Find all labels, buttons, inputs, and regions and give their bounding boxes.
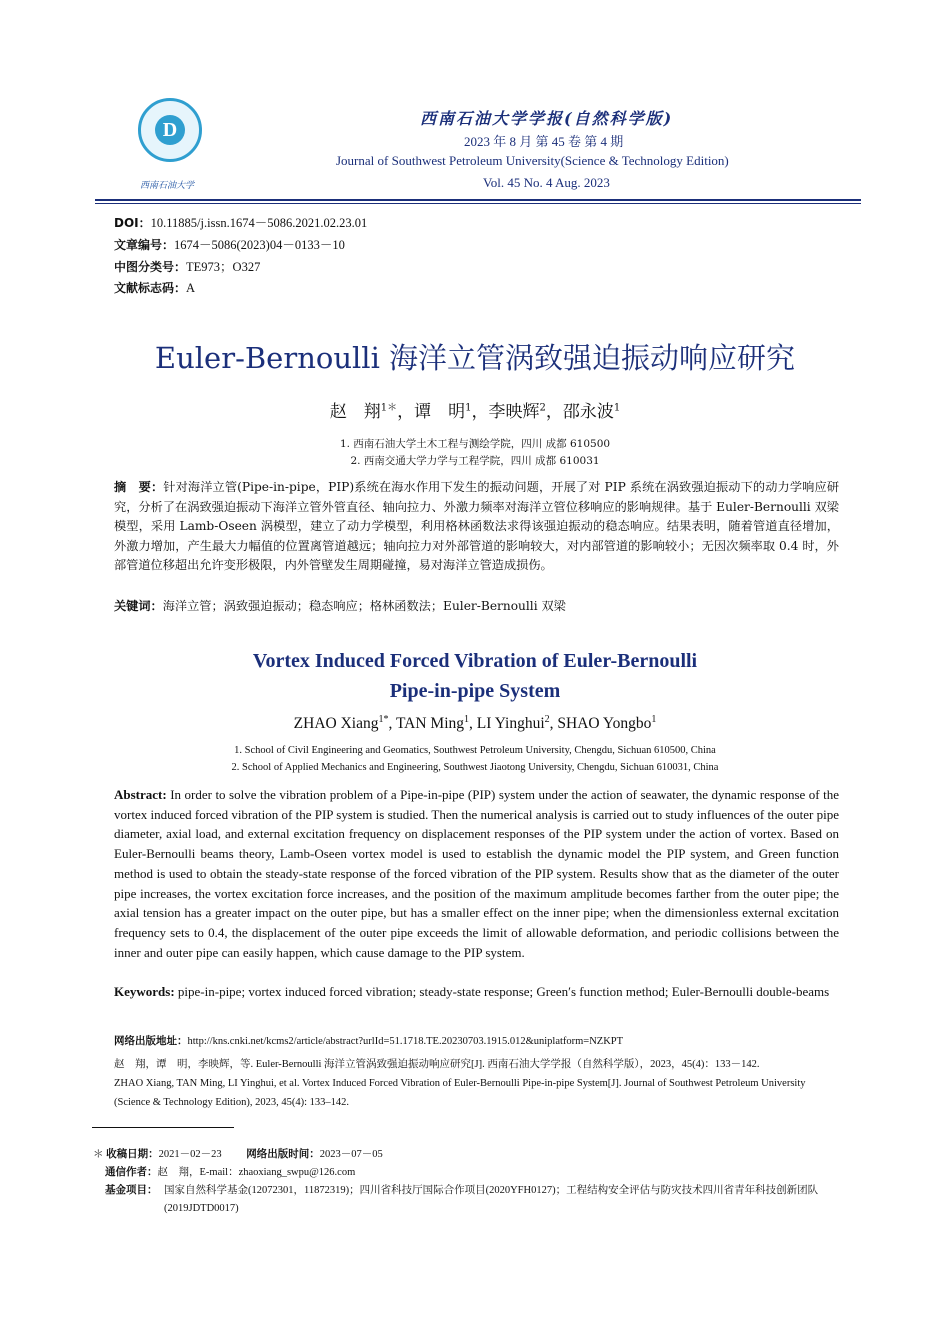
abstract-cn-label: 摘 要：: [114, 480, 164, 494]
clc-label: 中图分类号：: [114, 260, 187, 274]
received-date: 2021－02－23: [158, 1149, 222, 1160]
received-line: [93, 1146, 383, 1161]
keywords-cn-text: 海洋立管；涡致强迫振动；稳态响应；格林函数法；Euler-Bernoulli 双梁: [162, 599, 566, 613]
online-address-url[interactable]: http://kns.cnki.net/kcms2/article/abstract?urlId=51.1718.TE.20230703.1915.012&uniplatform=NZKPT: [187, 1036, 624, 1047]
author-name: 赵 翔: [329, 402, 381, 422]
citation-cn: 赵 翔，谭 明，李映辉，等. Euler-Bernoulli 海洋立管涡致强迫振动响应研究[J]. 西南石油大学学报（自然科学版），2023，45(4)：133－142.: [114, 1059, 760, 1070]
author-sup: 1: [651, 714, 657, 725]
doc-code-label: 文献标志码：: [114, 281, 187, 295]
journal-title-cn: 西南石油大学学报(自然科学版): [420, 109, 674, 128]
received-label: 收稿日期：: [106, 1148, 159, 1160]
footnote-star: ＊: [93, 1149, 104, 1160]
article-no: 1674－5086(2023)04－0133－10: [174, 238, 345, 252]
article-no-line: [114, 235, 345, 253]
fund-text: 国家自然科学基金(12072301，11872319)；四川省科技厅国际合作项目(2020YFH0127)；工程结构安全评估与防灾技术四川省青年科技创新团队(2019JDTD0017): [164, 1185, 819, 1214]
affiliation-en: 1. School of Civil Engineering and Geomatics, Southwest Petroleum University, Chengdu, Sichuan 610500, China: [234, 745, 716, 756]
corresponding-author-label: 通信作者：: [105, 1166, 158, 1178]
online-address-label: 网络出版地址：: [114, 1035, 188, 1047]
abstract-en-label: Abstract:: [114, 787, 167, 802]
paper-title-cn: Euler-Bernoulli 海洋立管涡致强迫振动响应研究: [154, 341, 796, 375]
header-rule-thin: [95, 203, 861, 204]
keywords-cn-label: 关键词：: [114, 599, 163, 613]
online-time-label: 网络出版时间：: [246, 1148, 320, 1160]
paper-title-en: [0, 646, 950, 706]
author-name: , LI Yinghui: [469, 715, 545, 733]
paper-title-en-line2: Pipe-in-pipe System: [389, 680, 561, 702]
paper-title-en-line1: Vortex Induced Forced Vibration of Euler-Bernoulli: [252, 650, 698, 672]
abstract-cn: [114, 478, 839, 576]
clc: TE973；O327: [186, 260, 261, 274]
header-rule: [95, 199, 861, 201]
affiliation-cn: 2. 西南交通大学力学与工程学院，四川 成都 610031: [350, 455, 600, 467]
authors-en: [0, 714, 950, 733]
abstract-en-text: In order to solve the vibration problem of a Pipe-in-pipe (PIP) system under the action of seawater, the dynamic response of the vortex induced forced vibration of the PIP system is studied. Then the numerical analysis is carried out to study influences of the outer pipe diameter, axial load, and external excitation frequency on displacement responses of the PIP system under the action of vortex. Based on Euler-Bernoulli beams theory, Lamb-Oseen vortex model is used to establish the dynamic model the PIP system, and Green function method is used to obtain the steady-state response of the forced vibration of the PIP system. Results show that as the diameter of the outer pipe increases, the vortex excitation force increases, and the position of the maximum amplitude becomes farther from the outer pipe; the axial tension has a greater impact on the outer pipe, but has a smaller effect on the inner pipe; when the dimensionless external excitation frequency sets to 0.4, the displacement of the outer pipe exceeds the limit of allowable deformation, and periodic collisions between the inner and outer pipe can easily happen, which cause damage to the PIP system.: [114, 787, 839, 960]
journal-title-en: Journal of Southwest Petroleum University(Science & Technology Edition): [336, 153, 729, 168]
keywords-en-text: pipe-in-pipe; vortex induced forced vibration; steady-state response; Green′s function method; Euler-Bernoulli double-beams: [174, 984, 830, 999]
authors-cn: 赵 翔$^{1*}$，谭 明$^1$，李映辉$^2$，邵永波$^1$: [329, 402, 621, 422]
keywords-cn: [114, 597, 839, 614]
author-sup: 2: [544, 714, 550, 725]
doi-label: DOI：: [114, 216, 151, 230]
online-time: 2023－07－05: [319, 1149, 383, 1160]
university-logo: [138, 98, 202, 162]
corresponding-author: 赵 翔，E-mail：zhaoxiang_swpu@126.com: [157, 1167, 356, 1178]
author-name: 李映辉: [488, 402, 540, 422]
abstract-cn-text: 针对海洋立管(Pipe-in-pipe，PIP)系统在海水作用下发生的振动问题，开展了对 PIP 系统在涡致强迫振动下的动力学响应研究，分析了在涡致强迫振动下海洋立管外管直径、轴向拉力、外激力频率对海洋立管位移响应的影响规律。基于 Euler-Bernoulli 双梁模型，采用 Lamb-Oseen 涡模型，建立了动力学模型，利用格林函数法求得该强迫振动的稳态响应。结果表明，随着管道直径增加，外激力增加，产生最大力幅值的位置离管道越远；轴向拉力对外部管道的影响较大，对内部管道的影响较小；无因次频率取 0.4 时，外部管道位移超出允许变形极限，内外管壁发生周期碰撞，易对海洋立管造成损伤。: [114, 480, 840, 573]
author-sup: 1: [464, 714, 470, 725]
fund-label-text: 基金项目：: [105, 1184, 158, 1196]
fund-label: [105, 1182, 158, 1197]
keywords-en-label: Keywords:: [114, 984, 175, 999]
affiliation-en: 2. School of Applied Mechanics and Engineering, Southwest Jiaotong University, Chengdu, Sichuan 610031, China: [231, 762, 719, 773]
author-sup: 1: [465, 402, 472, 414]
logo-caption: 西南石油大学: [140, 181, 195, 191]
author-name: , TAN Ming: [388, 715, 465, 733]
citation-en: ZHAO Xiang, TAN Ming, LI Yinghui, et al. Vortex Induced Forced Vibration of Euler-Bernoulli Pipe-in-pipe System[J]. Journal of Southwest Petroleum University (Science & Technology Edition), 2023, 45(4): 133–142.: [114, 1078, 806, 1108]
author-name: , SHAO Yongbo: [549, 715, 652, 733]
clc-line: [114, 257, 260, 275]
author-sup: 1＊: [380, 402, 398, 414]
affiliation-cn: 1. 西南石油大学土木工程与测绘学院，四川 成都 610500: [339, 438, 611, 450]
author-sup: 1: [613, 402, 621, 414]
article-no-label: 文章编号：: [114, 238, 175, 252]
keywords-en: [114, 982, 839, 1002]
footnote-rule: [92, 1127, 234, 1128]
author-sup: 2: [539, 402, 546, 414]
doi-line: [114, 213, 367, 231]
author-name: 谭 明: [414, 402, 466, 422]
author-name: ZHAO Xiang: [293, 715, 379, 733]
doc-code: A: [186, 281, 196, 295]
issue-cn: 2023 年 8 月 第 45 卷 第 4 期: [464, 134, 624, 149]
doi: 10.11885/j.issn.1674－5086.2021.02.23.01: [150, 216, 368, 230]
logo-emblem-icon: D: [155, 115, 185, 145]
doc-code-line: [114, 279, 195, 296]
abstract-en: [114, 785, 839, 962]
online-address: [114, 1033, 623, 1048]
author-name: 邵永波: [562, 402, 614, 422]
issue-en: Vol. 45 No. 4 Aug. 2023: [483, 175, 610, 190]
author-sup: 1*: [378, 714, 389, 725]
corresponding-author-line: [105, 1164, 355, 1179]
